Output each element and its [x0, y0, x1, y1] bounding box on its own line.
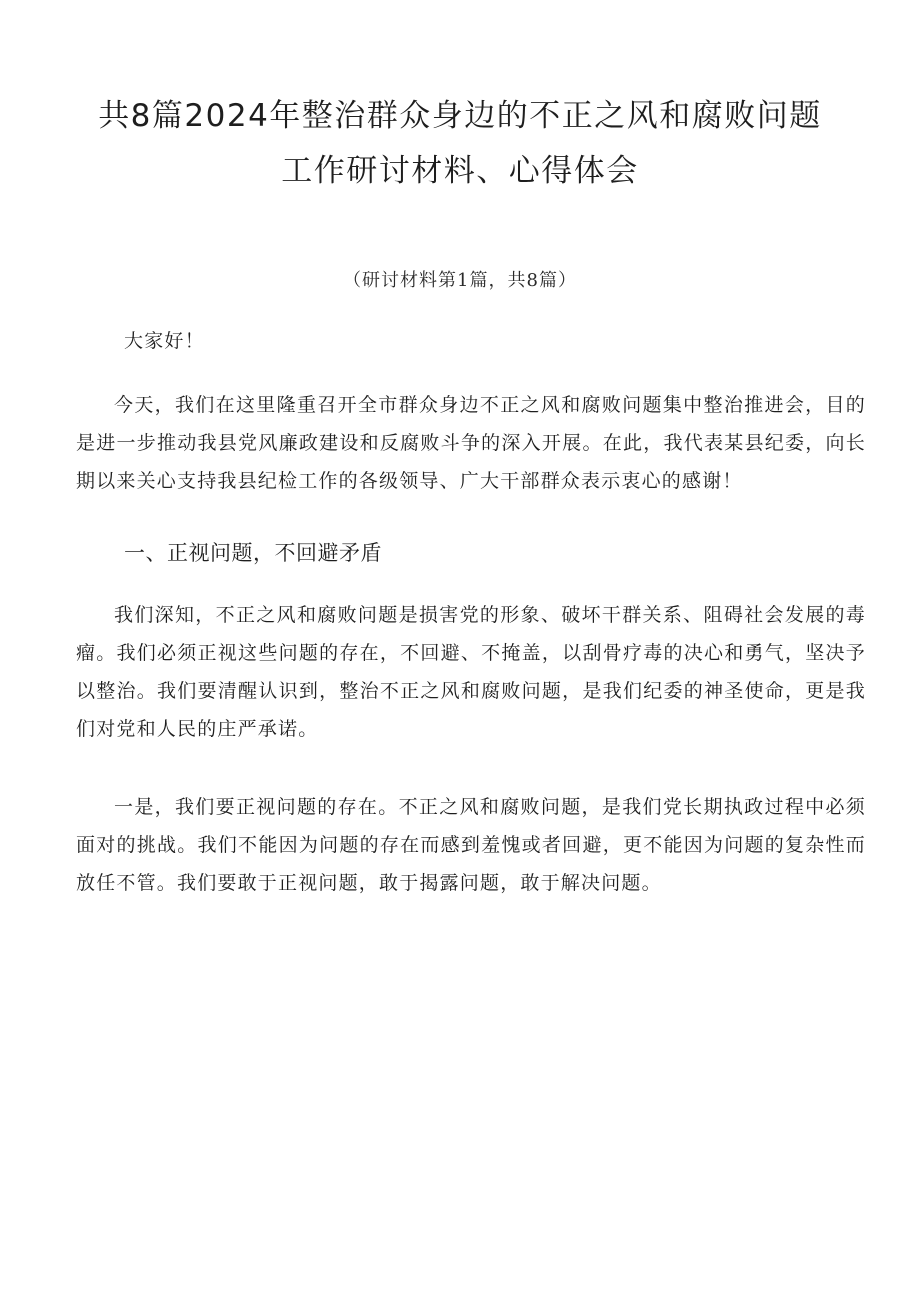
document-subtitle: （研讨材料第1篇，共8篇）: [343, 270, 577, 291]
document-title-line-1: 共8篇2024年整治群众身边的不正之风和腐败问题: [98, 98, 822, 134]
section-heading-1: 一、正视问题，不回避矛盾: [124, 541, 382, 565]
paragraph-intro: 今天，我们在这里隆重召开全市群众身边不正之风和腐败问题集中整治推进会，目的是进一步推动我县党风廉政建设和反腐败斗争的深入开展。在此，我代表某县纪委，向长期以来关心支持我县纪检工作的各级领导、广大干部群众表示衷心的感谢！: [76, 394, 866, 492]
greeting: 大家好！: [124, 330, 205, 352]
document-title-line-2: 工作研讨材料、心得体会: [281, 153, 639, 189]
paragraph-point-1: 一是，我们要正视问题的存在。不正之风和腐败问题，是我们党长期执政过程中必须面对的挑战。我们不能因为问题的存在而感到羞愧或者回避，更不能因为问题的复杂性而放任不管。我们要敢于正视问题，敢于揭露问题，敢于解决问题。: [76, 796, 866, 894]
paragraph-section-1: 我们深知，不正之风和腐败问题是损害党的形象、破坏干群关系、阻碍社会发展的毒瘤。我们必须正视这些问题的存在，不回避、不掩盖，以刮骨疗毒的决心和勇气，坚决予以整治。我们要清醒认识到，整治不正之风和腐败问题，是我们纪委的神圣使命，更是我们对党和人民的庄严承诺。: [76, 604, 866, 740]
